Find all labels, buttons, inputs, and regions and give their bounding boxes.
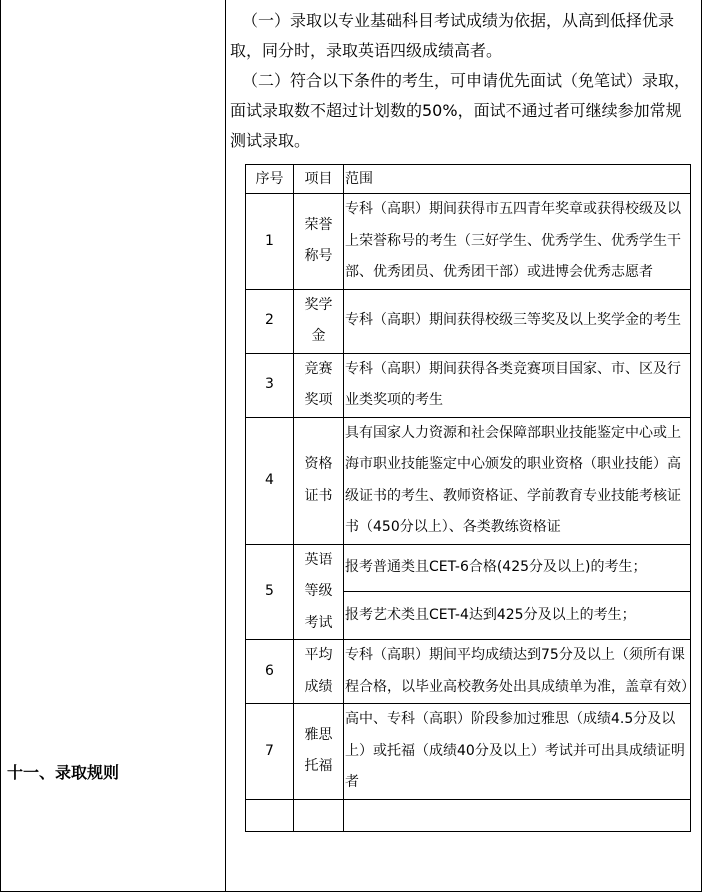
row-item: 资格证书 [294, 417, 344, 544]
row-item: 英语等级考试 [294, 544, 344, 640]
row-range: 高中、专科（高职）阶段参加过雅思（成绩4.5分及以上）或托福（成绩40分及以上）考试并可出具成绩证明者 [344, 704, 691, 800]
row-range: 具有国家人力资源和社会保障部职业技能鉴定中心或上海市职业技能鉴定中心颁发的职业资格（职业技能）高级证书的考生、教师资格证、学前教育专业技能考核证书（450分以上）、各类教练资格证 [344, 417, 691, 544]
row-no: 1 [246, 194, 294, 290]
row-item: 平均成绩 [294, 640, 344, 704]
table-row [246, 640, 691, 704]
table-row [246, 353, 691, 417]
row-no: 5 [246, 544, 294, 640]
row-item: 竞赛奖项 [294, 353, 344, 417]
section-title-cell [1, 0, 226, 892]
row-range [344, 799, 691, 832]
table-row [246, 799, 691, 832]
row-no: 4 [246, 417, 294, 544]
priority-conditions-table [245, 164, 695, 832]
row-range: 专科（高职）期间获得市五四青年奖章或获得校级及以上荣誉称号的考生（三好学生、优秀学生、优秀学生干部、优秀团员、优秀团干部）或进博会优秀志愿者 [344, 194, 691, 290]
row-item: 雅思托福 [294, 704, 344, 800]
row-range: 报考艺术类且CET-4达到425分及以上的考生； [344, 592, 691, 640]
table-row [246, 417, 691, 544]
row-no: 6 [246, 640, 294, 704]
row-no: 2 [246, 289, 294, 353]
rule-paragraph-2: （二）符合以下条件的考生，可申请优先面试（免笔试）录取，面试录取数不超过计划数的50%，面试不通过者可继续参加常规测试录取。 [230, 71, 691, 150]
row-no: 7 [246, 704, 294, 800]
table-row [246, 289, 691, 353]
section-content-cell [226, 0, 702, 892]
table-row [246, 194, 691, 290]
row-no: 3 [246, 353, 294, 417]
row-range: 专科（高职）期间平均成绩达到75分及以上（须所有课程合格，以毕业高校教务处出具成绩单为准，盖章有效） [344, 640, 691, 704]
table-header-row [246, 165, 691, 194]
row-range: 专科（高职）期间获得各类竞赛项目国家、市、区及行业类奖项的考生 [344, 353, 691, 417]
row-range: 报考普通类且CET-6合格(425分及以上)的考生； [344, 544, 691, 592]
row-no [246, 799, 294, 832]
row-item [294, 799, 344, 832]
header-no: 序号 [246, 165, 294, 194]
section-title: 十一、录取规则 [7, 763, 120, 782]
row-item: 荣誉称号 [294, 194, 344, 290]
row-item: 奖学金 [294, 289, 344, 353]
table-row [246, 544, 691, 592]
header-item: 项目 [294, 165, 344, 194]
row-range: 专科（高职）期间获得校级三等奖及以上奖学金的考生 [344, 289, 691, 353]
header-range: 范围 [344, 165, 691, 194]
table-row [246, 704, 691, 800]
rule-paragraph-1: （一）录取以专业基础科目考试成绩为依据，从高到低择优录取，同分时，录取英语四级成绩高者。 [230, 11, 675, 60]
